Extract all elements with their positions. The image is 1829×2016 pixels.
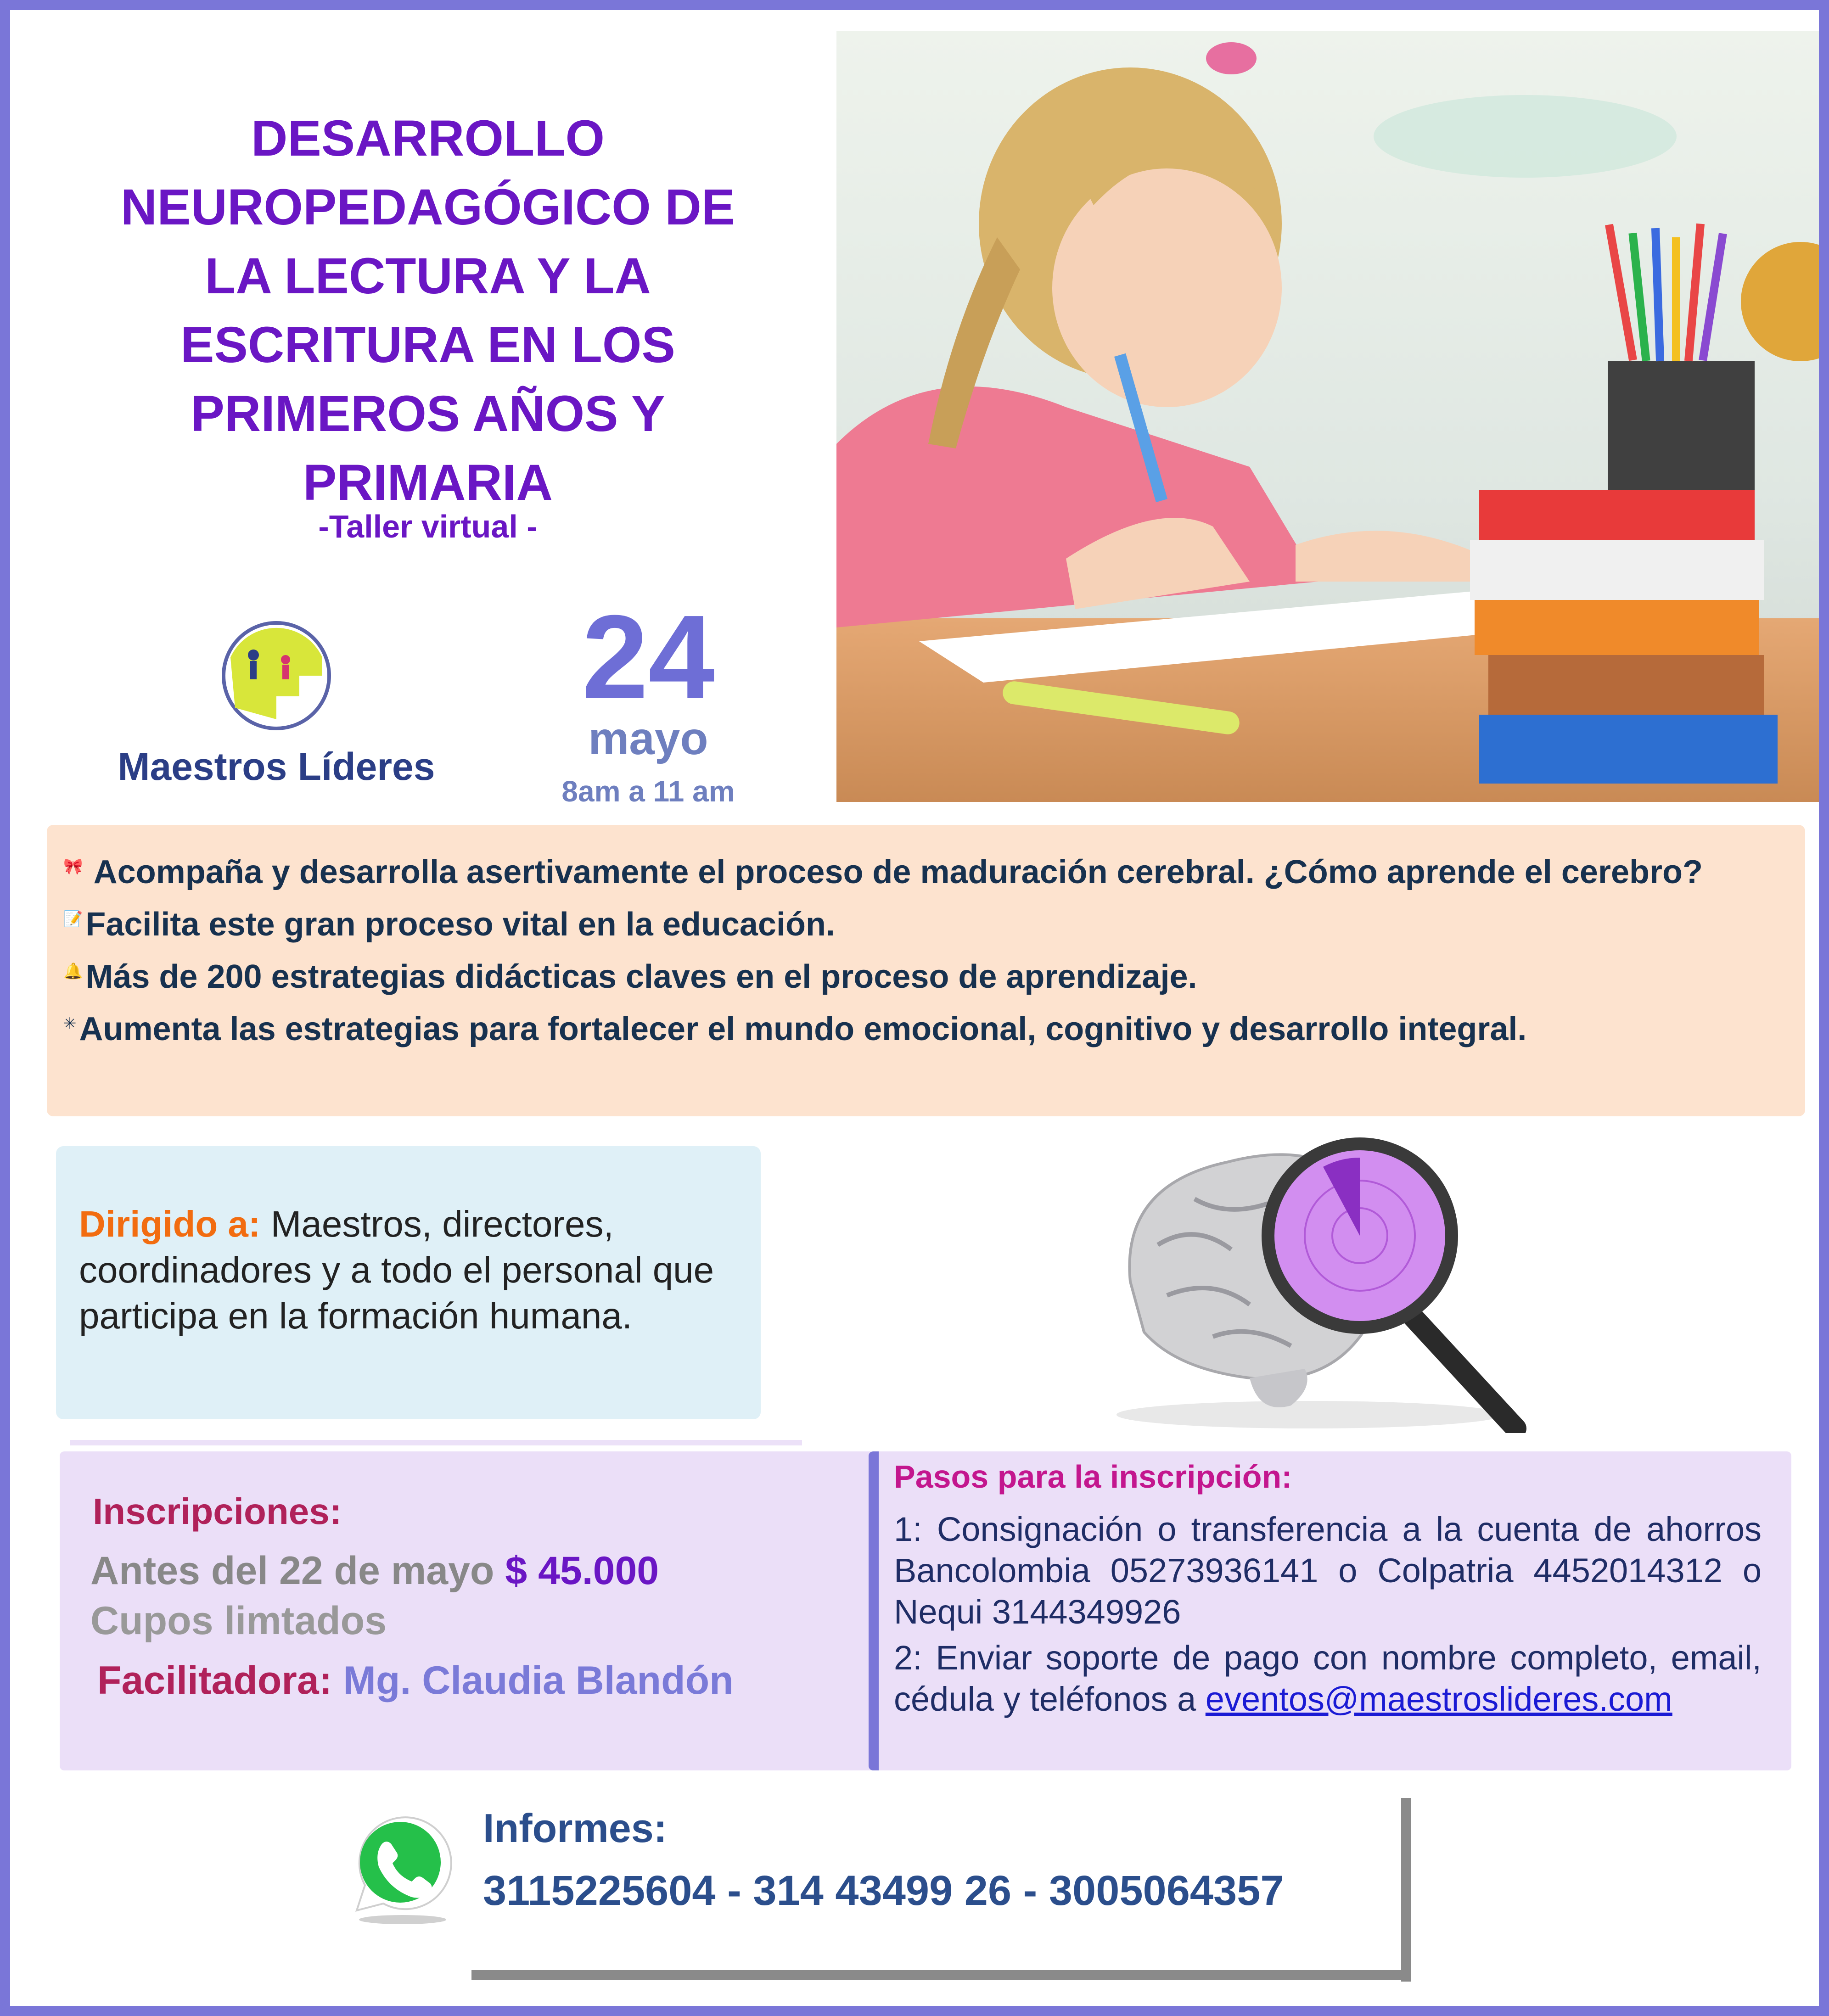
bell-icon: 🔔 (63, 963, 83, 980)
shadow-frame (471, 1970, 1411, 1980)
benefit-item: 🎀 Acompaña y desarrolla asertivamente el proceso de maduración cerebral. ¿Cómo aprende el cerebro? (63, 854, 1703, 890)
email-link[interactable]: eventos@maestroslideres.com (1205, 1680, 1672, 1718)
title-line: PRIMARIA (303, 454, 553, 511)
divider (70, 1440, 802, 1445)
contact-phones: 3115225604 - 314 43499 26 - 3005064357 (483, 1867, 1284, 1914)
benefit-item: 🔔Más de 200 estrategias didácticas claves en el proceso de aprendizaje. (63, 958, 1197, 995)
benefit-item: ✳Aumenta las estrategias para fortalecer el mundo emocional, cognitivo y desarrollo integral. (63, 1011, 1527, 1047)
price-amount: $ 45.000 (505, 1549, 659, 1593)
benefit-item: 📝Facilita este gran proceso vital en la educación. (63, 906, 835, 943)
subtitle: -Taller virtual - (318, 509, 538, 544)
audience-text: Maestros, directores, coordinadores y a todo el personal que participa en la formación humana. (79, 1204, 714, 1336)
title-line: PRIMEROS AÑOS Y (191, 386, 665, 442)
step-1: 1: Consignación o transferencia a la cuenta de ahorros Bancolombia 05273936141 o Colpatria 4452014312 o Nequi 3144349926 (894, 1510, 1762, 1631)
spots-note: Cupos limtados (90, 1599, 387, 1643)
step-2: 2: Enviar soporte de pago con nombre completo, email, cédula y teléfonos a eventos@maestroslideres.com (894, 1639, 1762, 1718)
title-line: NEUROPEDAGÓGICO DE (120, 179, 735, 235)
whatsapp-icon[interactable] (338, 1803, 462, 1926)
event-time: 8am a 11 am (561, 775, 735, 808)
steps-title: Pasos para la inscripción: (894, 1459, 1292, 1495)
girl-writing-photo (836, 31, 1823, 802)
bow-icon: 🎀 (63, 858, 83, 875)
registration-title: Inscripciones: (93, 1491, 342, 1532)
benefits-box (47, 825, 1805, 1116)
title-line: ESCRITURA EN LOS (180, 317, 675, 373)
audience-label: Dirigido a: (79, 1204, 261, 1244)
facilitator-name: Mg. Claudia Blandón (332, 1658, 734, 1702)
star-icon: ✳ (63, 1015, 77, 1032)
event-day: 24 (582, 591, 715, 724)
page-title (61, 104, 795, 517)
title-line: DESARROLLO (251, 110, 605, 167)
registration-price: Antes del 22 de mayo $ 45.000 (90, 1549, 659, 1593)
logo-text: Maestros Líderes (118, 745, 435, 788)
contact-title: Informes: (483, 1805, 667, 1851)
title-line: LA LECTURA Y LA (205, 248, 651, 304)
pencil-icon: 📝 (63, 910, 83, 928)
shadow-frame (1401, 1798, 1411, 1982)
facilitator: Facilitadora: Mg. Claudia Blandón (97, 1658, 734, 1702)
brain-magnifier-image (1075, 1130, 1543, 1433)
audience-box (56, 1146, 761, 1419)
event-month: mayo (588, 713, 708, 764)
